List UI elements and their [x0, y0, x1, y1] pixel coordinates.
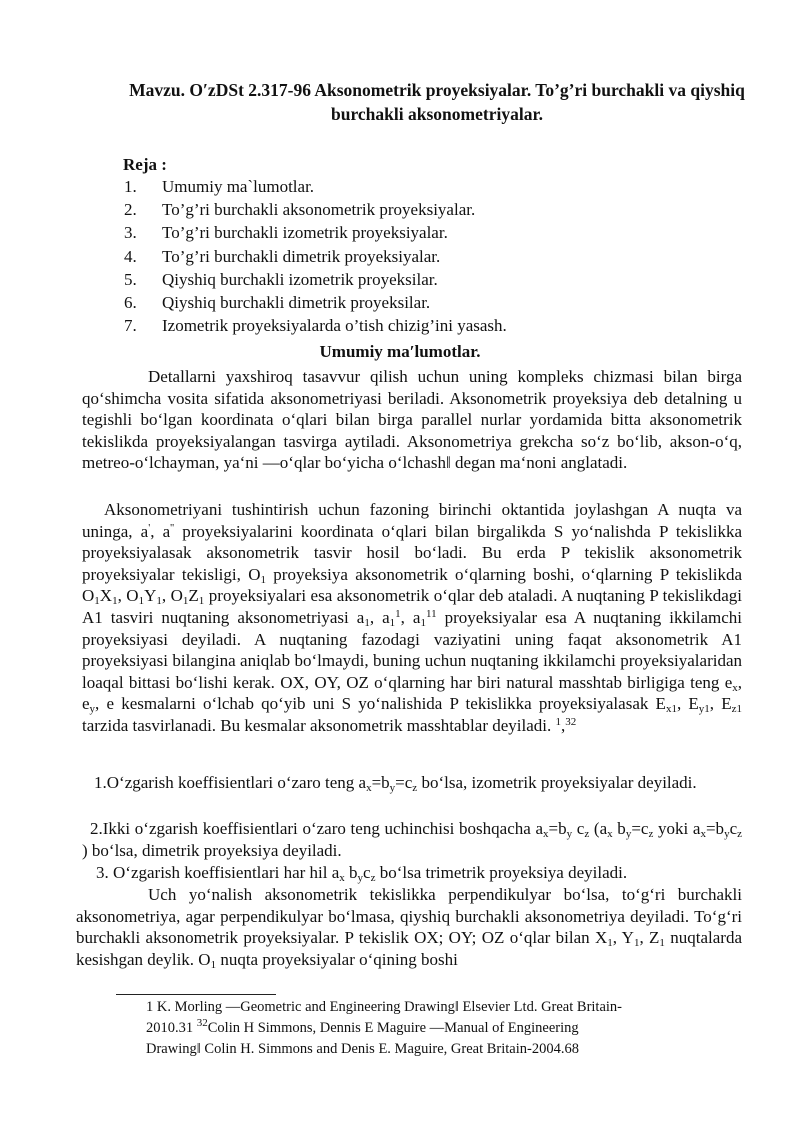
plan-item: [124, 291, 744, 314]
plan-item-number: 1.: [124, 177, 137, 196]
lecture-title: Mavzu. O′zDSt 2.317-96 Aksonometrik proyeksiyalar. To’g’ri burchakli va qiyshiq burchakli aksonometriyalar.: [129, 80, 745, 124]
paragraph-dimetric-rule: 2.Ikki o‘zgarish koeffisientlari o‘zaro teng uchinchisi boshqacha $a_x=b_y$ $c_z$ ($a_x$ $b_y=c_z$ yoki $a_x=b_yc_z$ ) bo‘lsa, dimetrik proyeksiya deyiladi.: [82, 819, 742, 860]
plan-item: [124, 198, 744, 221]
plan-item: [124, 175, 744, 198]
footnote-line: 1 K. Morling ―Geometric and Engineering Drawing‖ Elsevier Ltd. Great Britain-: [146, 999, 622, 1015]
plan-item-text: Qiyshiq burchakli dimetrik proyeksilar.: [162, 292, 431, 312]
plan-item-number: 6.: [124, 292, 137, 312]
plan-item-text: Izometrik proyeksiyalarda o’tish chizig’ini yasash.: [162, 316, 507, 336]
footnote-separator: [116, 994, 276, 995]
plan-item-text: Qiyshiq burchakli izometrik proyeksilar.: [162, 269, 438, 289]
plan-item-number: 3.: [124, 223, 137, 243]
plan-heading: Reja :: [123, 155, 167, 174]
plan-item-text: Umumiy ma`lumotlar.: [162, 177, 315, 196]
plan-item-text: To’g’ri burchakli dimetrik proyeksiyalar.: [162, 246, 441, 266]
plan-item: [124, 314, 744, 337]
plan-item-number: 5.: [124, 269, 137, 289]
footnotes: [146, 997, 706, 1060]
plan-item-text: To’g’ri burchakli izometrik proyeksiyalar.: [162, 223, 448, 243]
plan-item-number: 7.: [124, 316, 137, 336]
plan-list: [124, 175, 744, 337]
paragraph-intro: Detallarni yaxshiroq tasavvur qilish uchun uning kompleks chizmasi bilan birga qo‘shimcha vosita sifatida aksonometriyasi beriladi. Aksonometrik proyeksiya deb detalning u tegishli bo‘lgan koordinata o‘qlari bilan birga parallel nurlar yordamida bitta aksonometrik tekislikda proyeksiyalangan tasvirga aytiladi. Aksonometriya grekcha so‘z bo‘lib, akson-o‘q, metreo-o‘lchayman, ya‘ni ―o‘qlar bo‘yicha o‘lchash‖ degan ma‘noni anglatadi.: [82, 367, 742, 473]
section-heading: Umumiy ma′lumotlar.: [319, 342, 481, 361]
plan-item: [124, 221, 744, 244]
plan-item-text: To’g’ri burchakli aksonometrik proyeksiyalar.: [162, 200, 476, 220]
paragraph-axonometry: Aksonometriyani tushintirish uchun fazoning birinchi oktantida joylashgan A nuqta va uninga, a', a'' proyeksiyalarini koordinata o‘qlari bilan birgalikda S yo‘nalishda P tekislikka proyeksiyalasak aksonometrik tasvir hosil bo‘ladi. Bu erda P tekislik aksonometrik proyeksiyalar tekisligi, $O_1$ proyeksiya aksonometrik o‘qlarning boshi, o‘qlarning P tekislikda $O_1X_1$, $O_1Y_1$, $O_1Z_1$ proyeksiyalari esa aksonometrik o‘qlar deb ataladi. A nuqtaning P tekislikdagi A1 tasviri nuqtaning aksonometriyasi $a_1$, $a_1^1$, $a_1^{11}$ proyeksiyalar esa A nuqtaning ikkilamchi proyeksiyasi deyiladi. A nuqtaning fazodagi vaziyatini uning faqat aksonometrik A1 proyeksiyasi bilangina aniqlab bo‘lmaydi, buning uchun nuqtaning ikkilamchi proyeksiyalaridan loaqal bittasi bo‘lishi kerak. OX, OY, OZ o‘qlarning har biri natural masshtab birligiga teng $e_x$, $e_y$, e kesmalarni o‘lchab qo‘yib uni S yo‘nalishida P tekislikka proyeksiyalasak $E_{x1}$, $E_{y1}$, $E_{z1}$ tarzida tasvirlanadi. Bu kesmalar aksonometrik masshtablar deyiladi. $^1$,$^{32}$: [82, 500, 743, 735]
plan-item-number: 2.: [124, 200, 137, 220]
footnote-line: Drawing‖ Colin H. Simmons and Denis E. Maguire, Great Britain-2004.68: [146, 1041, 579, 1057]
paragraph-isometric-rule: 1.O‘zgarish koeffisientlari o‘zaro teng $a_x=b_y=c_z$ bo‘lsa, izometrik proyeksiyalar deyiladi.: [94, 773, 697, 794]
paragraph-orthogonal: Uch yo‘nalish aksonometrik tekislikka perpendikulyar bo‘lsa, to‘g‘ri burchakli aksonometriya, agar perpendikulyar bo‘lmasa, qiyshiq burchakli aksonometriya deyiladi. To‘g‘ri burchakli aksonometrik proyeksiyalar. P tekislik OX; OY; OZ o‘qlar bilan $X_1$, $Y_1$, $Z_1$ nuqtalarda kesishgan deylik. $O_1$ nuqta proyeksiyalar o‘qining boshi: [76, 885, 742, 971]
plan-item: [124, 268, 744, 291]
plan-item: [124, 245, 744, 268]
paragraph-trimetric-rule: 3. O‘zgarish koeffisientlari har hil $a_x$ $b_yc_z$ bo‘lsa trimetrik proyeksiya deyiladi.: [96, 863, 628, 884]
footnote-line: 2010.31 $^{32}$Colin H Simmons, Dennis E Maguire ―Manual of Engineering: [146, 1017, 579, 1036]
plan-item-number: 4.: [124, 246, 137, 266]
